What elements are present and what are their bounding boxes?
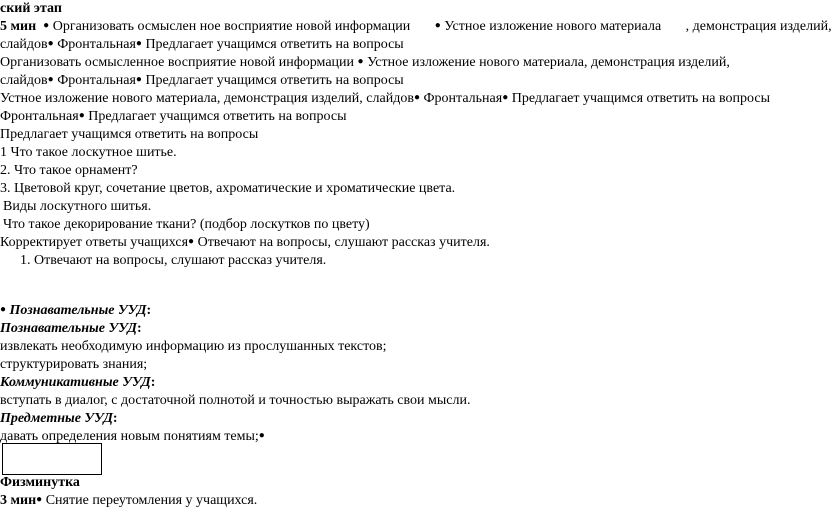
duration-label: 3 мин <box>0 493 37 508</box>
uud-subject-heading: Предметные УУД: <box>0 411 118 426</box>
bullet-icon: ● <box>434 20 441 31</box>
text-line-13: Корректирует ответы учащихся● Отвечают на вопросы, слушают рассказ учителя. <box>0 235 490 250</box>
uud-cognitive-item-1: извлекать необходимую информацию из прослушанных текстов; <box>0 339 387 354</box>
text-line-6: Фронтальная● Предлагает учащимся ответить на вопросы <box>0 109 347 124</box>
bullet-icon: ● <box>135 74 142 85</box>
text-line-4: слайдов● Фронтальная● Предлагает учащимся ответить на вопросы <box>0 73 404 88</box>
text-line-2: слайдов● Фронтальная● Предлагает учащимся ответить на вопросы <box>0 37 404 52</box>
bullet-icon: ● <box>43 20 50 31</box>
bullet-icon: ● <box>47 38 54 49</box>
question-5: Что такое декорирование ткани? (подбор лоскутков по цвету) <box>3 217 370 232</box>
text-line-5: Устное изложение нового материала, демонстрация изделий, слайдов● Фронтальная● Предлагает учащимся ответить на вопросы <box>0 91 770 106</box>
list-item-1: 1. Отвечают на вопросы, слушают рассказ учителя. <box>20 253 327 268</box>
uud-communicative-heading: Коммуникативные УУД: <box>0 375 156 390</box>
bullet-icon: ● <box>188 236 195 247</box>
text-line-1: 5 мин ● Организовать осмыслен ное восприятие новой информации ● Устное изложение нового материала , демонстрация изделий, <box>0 19 832 34</box>
bullet-icon: ● <box>0 304 7 315</box>
text-line-7: Предлагает учащимся ответить на вопросы <box>0 127 259 142</box>
question-4: Виды лоскутного шитья. <box>3 199 152 214</box>
bullet-icon: ● <box>357 56 364 67</box>
physical-break-heading: Физминутка <box>0 475 80 490</box>
duration-label: 5 мин <box>0 19 37 34</box>
bullet-icon: ● <box>47 74 54 85</box>
uud-subject-item: давать определения новым понятиям темы;● <box>0 429 265 444</box>
question-3: 3. Цветовой круг, сочетание цветов, ахроматические и хроматические цвета. <box>0 181 456 196</box>
bullet-icon: ● <box>258 430 265 441</box>
text-line-24: 3 мин● Снятие переутомления у учащихся. <box>0 493 258 508</box>
uud-cognitive-item-2: структурировать знания; <box>0 357 148 372</box>
question-2: 2. Что такое орнамент? <box>0 163 138 178</box>
bullet-icon: ● <box>502 92 509 103</box>
bullet-icon: ● <box>78 110 85 121</box>
bullet-icon: ● <box>135 38 142 49</box>
bullet-icon: ● <box>413 92 420 103</box>
empty-box <box>2 443 102 475</box>
uud-cognitive-bullet: ● Познавательные УУД: <box>0 303 152 318</box>
bullet-icon: ● <box>36 494 43 505</box>
uud-communicative-item: вступать в диалог, с достаточной полнотой и точностью выражать свои мысли. <box>0 393 471 408</box>
stage-heading: ский этап <box>0 1 62 16</box>
uud-cognitive-heading: Познавательные УУД: <box>0 321 142 336</box>
text-line-3: Организовать осмысленное восприятие новой информации ● Устное изложение нового материала, демонстрация изделий, <box>0 55 730 70</box>
question-1: 1 Что такое лоскутное шитье. <box>0 145 177 160</box>
